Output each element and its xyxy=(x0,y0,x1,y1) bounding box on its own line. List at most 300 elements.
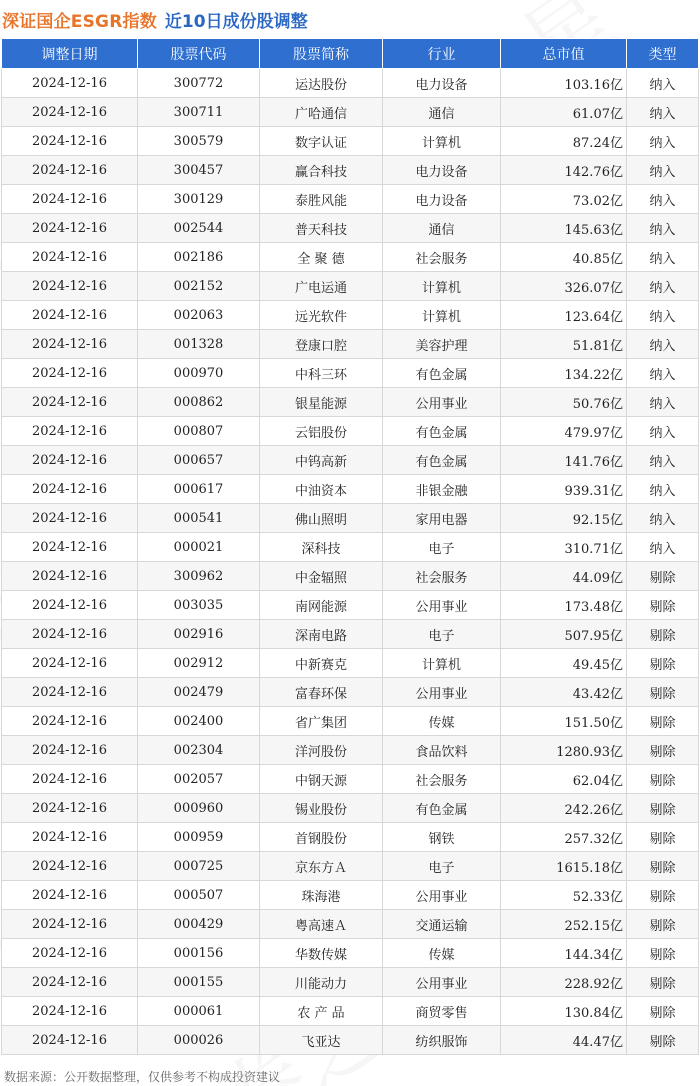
cell-name: 数字认证 xyxy=(260,127,383,156)
market-cap-value: 123.64 xyxy=(564,309,610,325)
cell-date: 2024-12-16 xyxy=(2,794,138,823)
table-row xyxy=(2,968,699,997)
cell-code: 000959 xyxy=(138,823,260,852)
cell-name: 中金辐照 xyxy=(260,562,383,591)
cell-industry: 通信 xyxy=(383,98,501,127)
cell-market-cap xyxy=(501,446,627,475)
cell-industry: 公用事业 xyxy=(383,591,501,620)
table-row xyxy=(2,69,699,98)
cell-industry: 电子 xyxy=(383,533,501,562)
cell-name: 深南电路 xyxy=(260,620,383,649)
market-cap-unit: 亿 xyxy=(609,193,623,209)
cell-type: 纳入 xyxy=(627,446,699,475)
market-cap-unit: 亿 xyxy=(609,367,623,383)
cell-code: 003035 xyxy=(138,591,260,620)
cell-industry: 传媒 xyxy=(383,707,501,736)
cell-market-cap xyxy=(501,301,627,330)
market-cap-value: 1615.18 xyxy=(556,860,610,876)
cell-type: 剔除 xyxy=(627,1026,699,1055)
cell-date: 2024-12-16 xyxy=(2,330,138,359)
cell-type: 纳入 xyxy=(627,533,699,562)
cell-type: 剔除 xyxy=(627,562,699,591)
cell-market-cap xyxy=(501,910,627,939)
cell-name: 川能动力 xyxy=(260,968,383,997)
cell-date: 2024-12-16 xyxy=(2,446,138,475)
data-source-note: 数据来源：公开数据整理，仅供参考不构成投资建议 xyxy=(4,1070,281,1084)
cell-date: 2024-12-16 xyxy=(2,881,138,910)
cell-code: 000960 xyxy=(138,794,260,823)
market-cap-unit: 亿 xyxy=(609,135,623,151)
cell-industry: 纺织服饰 xyxy=(383,1026,501,1055)
cell-date: 2024-12-16 xyxy=(2,417,138,446)
market-cap-unit: 亿 xyxy=(609,251,623,267)
table-row xyxy=(2,388,699,417)
cell-date: 2024-12-16 xyxy=(2,620,138,649)
cell-code: 300772 xyxy=(138,69,260,98)
market-cap-value: 134.22 xyxy=(564,367,610,383)
column-header-code: 股票代码 xyxy=(138,39,260,69)
cell-code: 300457 xyxy=(138,156,260,185)
market-cap-unit: 亿 xyxy=(609,802,623,818)
cell-code: 000061 xyxy=(138,997,260,1026)
cell-market-cap xyxy=(501,417,627,446)
cell-industry: 电子 xyxy=(383,620,501,649)
market-cap-unit: 亿 xyxy=(609,222,623,238)
cell-code: 000617 xyxy=(138,475,260,504)
column-header-market-cap: 总市值 xyxy=(501,39,627,69)
table-row xyxy=(2,359,699,388)
cell-code: 001328 xyxy=(138,330,260,359)
market-cap-value: 939.31 xyxy=(564,483,610,499)
market-cap-unit: 亿 xyxy=(609,454,623,470)
column-header-name: 股票简称 xyxy=(260,39,383,69)
cell-market-cap xyxy=(501,359,627,388)
cell-name: 锡业股份 xyxy=(260,794,383,823)
cell-date: 2024-12-16 xyxy=(2,301,138,330)
cell-name: 飞亚达 xyxy=(260,1026,383,1055)
cell-industry: 社会服务 xyxy=(383,243,501,272)
market-cap-value: 242.26 xyxy=(564,802,610,818)
table-row xyxy=(2,127,699,156)
cell-type: 剔除 xyxy=(627,591,699,620)
market-cap-value: 151.50 xyxy=(564,715,610,731)
table-row xyxy=(2,678,699,707)
cell-code: 000657 xyxy=(138,446,260,475)
cell-code: 002063 xyxy=(138,301,260,330)
table-row xyxy=(2,301,699,330)
cell-market-cap xyxy=(501,1026,627,1055)
cell-market-cap xyxy=(501,939,627,968)
market-cap-value: 44.09 xyxy=(572,570,610,586)
cell-date: 2024-12-16 xyxy=(2,678,138,707)
cell-market-cap xyxy=(501,736,627,765)
table-row xyxy=(2,504,699,533)
market-cap-value: 130.84 xyxy=(564,1005,610,1021)
table-row xyxy=(2,446,699,475)
market-cap-unit: 亿 xyxy=(609,744,623,760)
table-row xyxy=(2,620,699,649)
cell-code: 000021 xyxy=(138,533,260,562)
market-cap-unit: 亿 xyxy=(609,425,623,441)
table-row xyxy=(2,98,699,127)
cell-industry: 通信 xyxy=(383,214,501,243)
market-cap-value: 173.48 xyxy=(564,599,610,615)
cell-name: 京东方Ａ xyxy=(260,852,383,881)
cell-date: 2024-12-16 xyxy=(2,214,138,243)
cell-name: 省广集团 xyxy=(260,707,383,736)
cell-date: 2024-12-16 xyxy=(2,533,138,562)
cell-code: 002304 xyxy=(138,736,260,765)
cell-industry: 电力设备 xyxy=(383,156,501,185)
cell-date: 2024-12-16 xyxy=(2,736,138,765)
table-row xyxy=(2,272,699,301)
cell-name: 深科技 xyxy=(260,533,383,562)
cell-type: 纳入 xyxy=(627,69,699,98)
cell-market-cap xyxy=(501,852,627,881)
cell-date: 2024-12-16 xyxy=(2,127,138,156)
market-cap-unit: 亿 xyxy=(609,483,623,499)
table-row xyxy=(2,243,699,272)
cell-type: 剔除 xyxy=(627,736,699,765)
table-row xyxy=(2,533,699,562)
cell-name: 泰胜风能 xyxy=(260,185,383,214)
market-cap-unit: 亿 xyxy=(609,599,623,615)
cell-code: 000725 xyxy=(138,852,260,881)
cell-market-cap xyxy=(501,504,627,533)
table-body xyxy=(2,69,699,1055)
cell-date: 2024-12-16 xyxy=(2,156,138,185)
table-row xyxy=(2,736,699,765)
cell-date: 2024-12-16 xyxy=(2,272,138,301)
market-cap-unit: 亿 xyxy=(609,889,623,905)
cell-date: 2024-12-16 xyxy=(2,591,138,620)
market-cap-value: 507.95 xyxy=(564,628,610,644)
cell-market-cap xyxy=(501,881,627,910)
cell-type: 纳入 xyxy=(627,388,699,417)
cell-date: 2024-12-16 xyxy=(2,1026,138,1055)
market-cap-value: 141.76 xyxy=(564,454,610,470)
cell-industry: 公用事业 xyxy=(383,678,501,707)
market-cap-unit: 亿 xyxy=(609,918,623,934)
cell-type: 剔除 xyxy=(627,765,699,794)
cell-name: 中油资本 xyxy=(260,475,383,504)
cell-name: 全 聚 德 xyxy=(260,243,383,272)
cell-market-cap xyxy=(501,591,627,620)
market-cap-value: 40.85 xyxy=(572,251,610,267)
cell-industry: 公用事业 xyxy=(383,881,501,910)
cell-name: 中科三环 xyxy=(260,359,383,388)
index-title: 深证国企ESGR指数 xyxy=(2,11,157,32)
market-cap-value: 44.47 xyxy=(572,1034,610,1050)
market-cap-value: 103.16 xyxy=(564,77,610,93)
cell-type: 纳入 xyxy=(627,214,699,243)
cell-code: 300579 xyxy=(138,127,260,156)
cell-type: 纳入 xyxy=(627,504,699,533)
cell-market-cap xyxy=(501,562,627,591)
market-cap-unit: 亿 xyxy=(609,628,623,644)
market-cap-value: 252.15 xyxy=(564,918,610,934)
market-cap-value: 257.32 xyxy=(564,831,610,847)
cell-code: 300129 xyxy=(138,185,260,214)
table-row xyxy=(2,881,699,910)
cell-type: 纳入 xyxy=(627,301,699,330)
market-cap-unit: 亿 xyxy=(609,715,623,731)
cell-market-cap xyxy=(501,823,627,852)
table-row xyxy=(2,156,699,185)
cell-market-cap xyxy=(501,330,627,359)
cell-date: 2024-12-16 xyxy=(2,388,138,417)
cell-market-cap xyxy=(501,185,627,214)
market-cap-unit: 亿 xyxy=(609,686,623,702)
market-cap-unit: 亿 xyxy=(609,77,623,93)
cell-name: 华数传媒 xyxy=(260,939,383,968)
cell-type: 纳入 xyxy=(627,417,699,446)
market-cap-value: 326.07 xyxy=(564,280,610,296)
cell-name: 远光软件 xyxy=(260,301,383,330)
table-row xyxy=(2,562,699,591)
cell-date: 2024-12-16 xyxy=(2,968,138,997)
market-cap-unit: 亿 xyxy=(609,976,623,992)
cell-type: 纳入 xyxy=(627,156,699,185)
table-row xyxy=(2,910,699,939)
market-cap-unit: 亿 xyxy=(609,657,623,673)
cell-code: 002912 xyxy=(138,649,260,678)
column-header-industry: 行业 xyxy=(383,39,501,69)
cell-type: 纳入 xyxy=(627,359,699,388)
cell-code: 002152 xyxy=(138,272,260,301)
market-cap-unit: 亿 xyxy=(609,309,623,325)
market-cap-value: 87.24 xyxy=(572,135,610,151)
column-header-type: 类型 xyxy=(627,39,699,69)
cell-industry: 食品饮料 xyxy=(383,736,501,765)
market-cap-unit: 亿 xyxy=(609,106,623,122)
cell-industry: 电力设备 xyxy=(383,185,501,214)
cell-market-cap xyxy=(501,649,627,678)
cell-market-cap xyxy=(501,214,627,243)
cell-type: 剔除 xyxy=(627,968,699,997)
table-row xyxy=(2,185,699,214)
cell-date: 2024-12-16 xyxy=(2,765,138,794)
market-cap-value: 228.92 xyxy=(564,976,610,992)
cell-type: 剔除 xyxy=(627,939,699,968)
cell-industry: 计算机 xyxy=(383,649,501,678)
cell-code: 002544 xyxy=(138,214,260,243)
cell-market-cap xyxy=(501,475,627,504)
cell-industry: 交通运输 xyxy=(383,910,501,939)
cell-industry: 钢铁 xyxy=(383,823,501,852)
table-row xyxy=(2,852,699,881)
market-cap-unit: 亿 xyxy=(609,1005,623,1021)
cell-name: 首钢股份 xyxy=(260,823,383,852)
cell-date: 2024-12-16 xyxy=(2,185,138,214)
cell-name: 粤高速Ａ xyxy=(260,910,383,939)
cell-type: 剔除 xyxy=(627,997,699,1026)
constituent-adjustment-table xyxy=(1,38,699,1055)
market-cap-unit: 亿 xyxy=(609,396,623,412)
cell-industry: 有色金属 xyxy=(383,359,501,388)
cell-industry: 传媒 xyxy=(383,939,501,968)
cell-industry: 电力设备 xyxy=(383,69,501,98)
cell-code: 000026 xyxy=(138,1026,260,1055)
table-row xyxy=(2,997,699,1026)
cell-industry: 家用电器 xyxy=(383,504,501,533)
market-cap-unit: 亿 xyxy=(609,1034,623,1050)
table-row xyxy=(2,794,699,823)
cell-code: 000541 xyxy=(138,504,260,533)
cell-code: 002479 xyxy=(138,678,260,707)
cell-date: 2024-12-16 xyxy=(2,98,138,127)
cell-type: 剔除 xyxy=(627,852,699,881)
market-cap-value: 49.45 xyxy=(572,657,610,673)
cell-industry: 计算机 xyxy=(383,272,501,301)
cell-market-cap xyxy=(501,533,627,562)
cell-type: 剔除 xyxy=(627,881,699,910)
cell-type: 纳入 xyxy=(627,330,699,359)
cell-code: 000156 xyxy=(138,939,260,968)
cell-date: 2024-12-16 xyxy=(2,823,138,852)
cell-code: 002057 xyxy=(138,765,260,794)
cell-market-cap xyxy=(501,765,627,794)
cell-type: 剔除 xyxy=(627,620,699,649)
cell-code: 002186 xyxy=(138,243,260,272)
cell-date: 2024-12-16 xyxy=(2,69,138,98)
cell-name: 南网能源 xyxy=(260,591,383,620)
cell-name: 珠海港 xyxy=(260,881,383,910)
cell-type: 纳入 xyxy=(627,272,699,301)
table-row xyxy=(2,475,699,504)
table-row xyxy=(2,707,699,736)
cell-date: 2024-12-16 xyxy=(2,707,138,736)
market-cap-value: 50.76 xyxy=(572,396,610,412)
cell-market-cap xyxy=(501,794,627,823)
cell-industry: 公用事业 xyxy=(383,388,501,417)
cell-industry: 有色金属 xyxy=(383,794,501,823)
cell-industry: 电子 xyxy=(383,852,501,881)
cell-industry: 计算机 xyxy=(383,127,501,156)
cell-market-cap xyxy=(501,968,627,997)
market-cap-value: 144.34 xyxy=(564,947,610,963)
cell-market-cap xyxy=(501,707,627,736)
market-cap-unit: 亿 xyxy=(609,570,623,586)
cell-market-cap xyxy=(501,243,627,272)
cell-name: 中钢天源 xyxy=(260,765,383,794)
cell-name: 云铝股份 xyxy=(260,417,383,446)
cell-date: 2024-12-16 xyxy=(2,997,138,1026)
cell-market-cap xyxy=(501,127,627,156)
cell-date: 2024-12-16 xyxy=(2,562,138,591)
cell-industry: 美容护理 xyxy=(383,330,501,359)
table-row xyxy=(2,649,699,678)
cell-industry: 非银金融 xyxy=(383,475,501,504)
cell-type: 纳入 xyxy=(627,243,699,272)
cell-type: 剔除 xyxy=(627,910,699,939)
cell-code: 002916 xyxy=(138,620,260,649)
market-cap-unit: 亿 xyxy=(609,541,623,557)
cell-date: 2024-12-16 xyxy=(2,852,138,881)
cell-market-cap xyxy=(501,678,627,707)
table-row xyxy=(2,417,699,446)
table-row xyxy=(2,214,699,243)
cell-code: 000807 xyxy=(138,417,260,446)
table-header-row xyxy=(2,39,699,69)
cell-code: 000862 xyxy=(138,388,260,417)
market-cap-unit: 亿 xyxy=(609,860,623,876)
market-cap-value: 73.02 xyxy=(572,193,610,209)
market-cap-value: 51.81 xyxy=(572,338,610,354)
cell-type: 剔除 xyxy=(627,794,699,823)
cell-name: 运达股份 xyxy=(260,69,383,98)
cell-type: 剔除 xyxy=(627,649,699,678)
market-cap-value: 92.15 xyxy=(572,512,610,528)
column-header-date: 调整日期 xyxy=(2,39,138,69)
table-row xyxy=(2,591,699,620)
market-cap-value: 145.63 xyxy=(564,222,610,238)
cell-date: 2024-12-16 xyxy=(2,504,138,533)
market-cap-value: 1280.93 xyxy=(556,744,610,760)
cell-market-cap xyxy=(501,69,627,98)
cell-market-cap xyxy=(501,272,627,301)
cell-code: 002400 xyxy=(138,707,260,736)
market-cap-value: 310.71 xyxy=(564,541,610,557)
cell-date: 2024-12-16 xyxy=(2,359,138,388)
cell-type: 剔除 xyxy=(627,823,699,852)
table-row xyxy=(2,1026,699,1055)
cell-type: 纳入 xyxy=(627,475,699,504)
cell-industry: 公用事业 xyxy=(383,968,501,997)
cell-industry: 有色金属 xyxy=(383,446,501,475)
cell-name: 佛山照明 xyxy=(260,504,383,533)
adjustment-subtitle: 近10日成份股调整 xyxy=(164,11,308,32)
cell-code: 000429 xyxy=(138,910,260,939)
cell-market-cap xyxy=(501,997,627,1026)
cell-date: 2024-12-16 xyxy=(2,475,138,504)
cell-name: 赢合科技 xyxy=(260,156,383,185)
market-cap-unit: 亿 xyxy=(609,831,623,847)
market-cap-unit: 亿 xyxy=(609,338,623,354)
cell-name: 广电运通 xyxy=(260,272,383,301)
table-row xyxy=(2,823,699,852)
table-row xyxy=(2,765,699,794)
title-bar xyxy=(0,0,700,38)
table-row xyxy=(2,939,699,968)
cell-name: 广哈通信 xyxy=(260,98,383,127)
cell-market-cap xyxy=(501,388,627,417)
cell-name: 普天科技 xyxy=(260,214,383,243)
market-cap-value: 62.04 xyxy=(572,773,610,789)
cell-code: 300962 xyxy=(138,562,260,591)
market-cap-value: 61.07 xyxy=(572,106,610,122)
cell-name: 中钨高新 xyxy=(260,446,383,475)
cell-industry: 社会服务 xyxy=(383,562,501,591)
cell-code: 000507 xyxy=(138,881,260,910)
cell-code: 300711 xyxy=(138,98,260,127)
cell-industry: 计算机 xyxy=(383,301,501,330)
market-cap-unit: 亿 xyxy=(609,164,623,180)
cell-name: 登康口腔 xyxy=(260,330,383,359)
market-cap-value: 479.97 xyxy=(564,425,610,441)
cell-name: 中新赛克 xyxy=(260,649,383,678)
cell-date: 2024-12-16 xyxy=(2,910,138,939)
market-cap-unit: 亿 xyxy=(609,773,623,789)
cell-industry: 社会服务 xyxy=(383,765,501,794)
cell-date: 2024-12-16 xyxy=(2,649,138,678)
cell-type: 纳入 xyxy=(627,127,699,156)
cell-market-cap xyxy=(501,620,627,649)
market-cap-unit: 亿 xyxy=(609,280,623,296)
cell-name: 富春环保 xyxy=(260,678,383,707)
cell-name: 洋河股份 xyxy=(260,736,383,765)
cell-industry: 商贸零售 xyxy=(383,997,501,1026)
